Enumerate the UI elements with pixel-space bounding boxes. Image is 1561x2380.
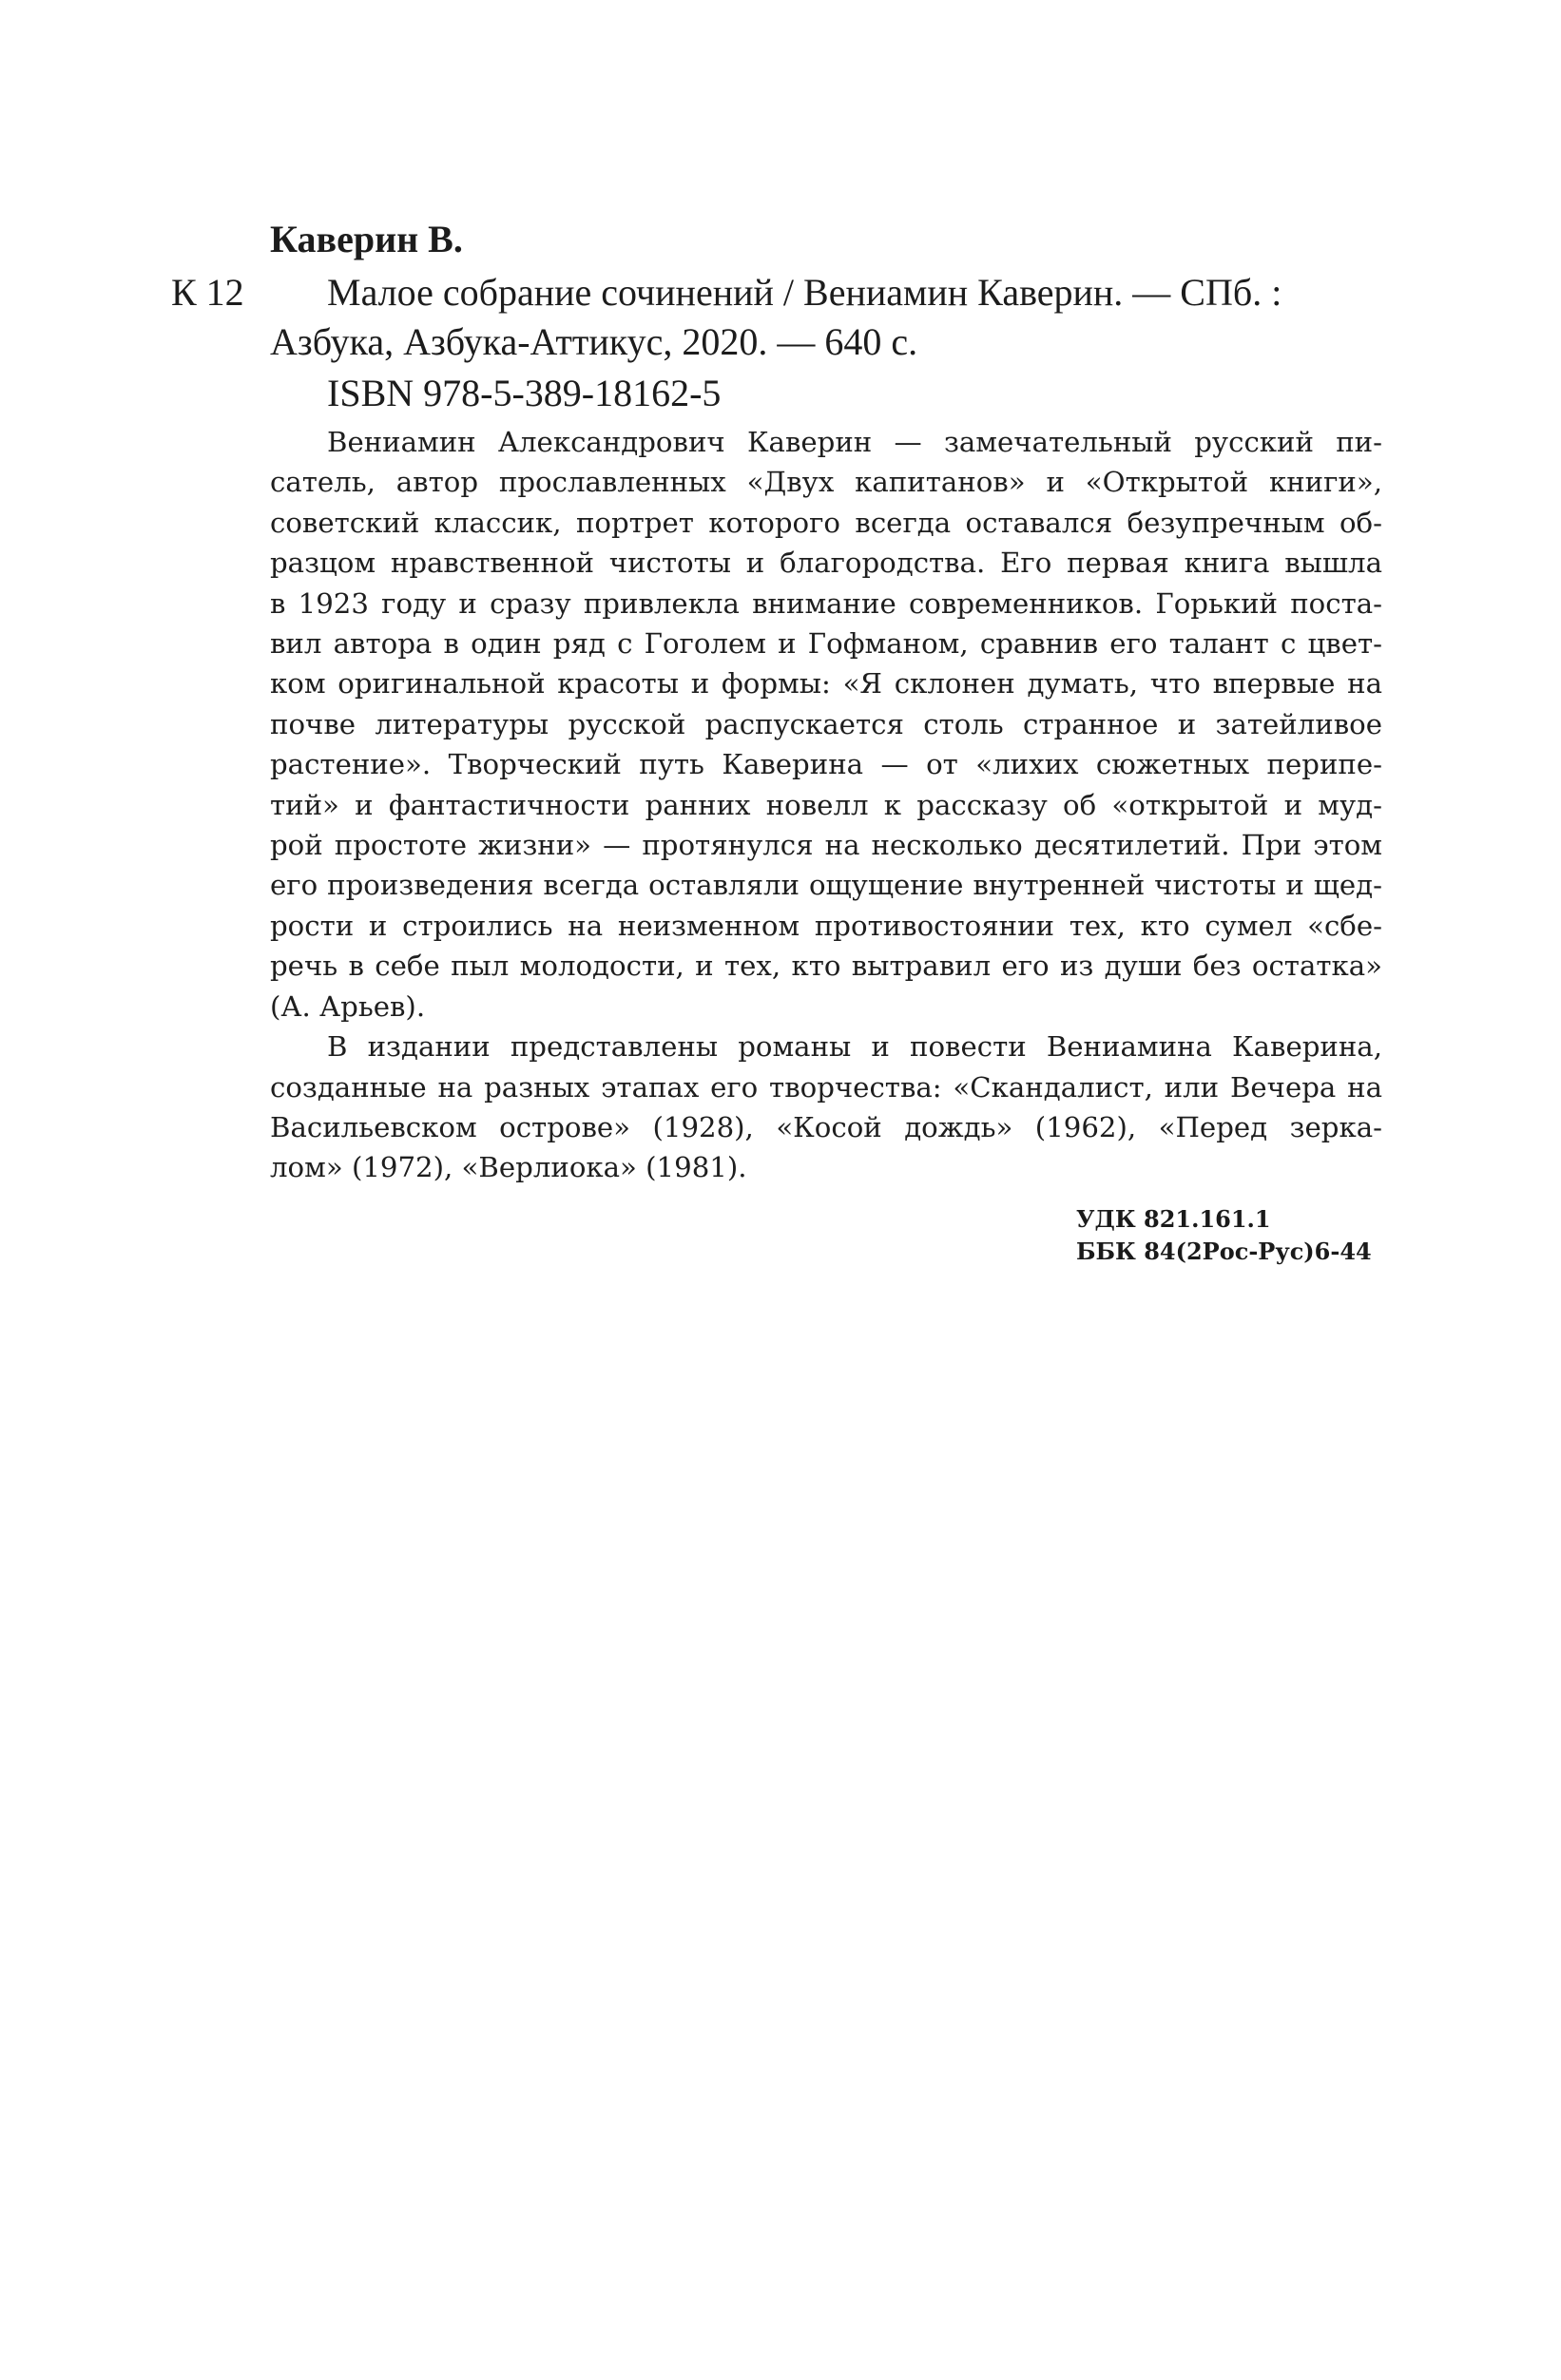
udk-code: УДК 821.161.1 xyxy=(1076,1205,1271,1233)
author-heading: Каверин В. xyxy=(270,218,463,260)
annotation-line: рой простоте жизни» — протянулся на несколько десятилетий. При этом xyxy=(270,829,1382,862)
bibliographic-record-line-1: Малое собрание сочинений / Вениамин Каверин. — СПб. : xyxy=(327,271,1282,314)
annotation-line: его произведения всегда оставляли ощущение внутренней чистоты и щед- xyxy=(270,869,1382,902)
annotation-line: советский классик, портрет которого всегда оставался безупречным об- xyxy=(270,506,1382,539)
annotation-line: ком оригинальной красоты и формы: «Я склонен думать, что впервые на xyxy=(270,667,1382,701)
bbk-code: ББК 84(2Рос-Рус)6-44 xyxy=(1076,1238,1372,1265)
annotation-paragraph-2 xyxy=(270,1027,1382,1188)
annotation xyxy=(270,422,1382,1188)
annotation-line: речь в себе пыл молодости, и тех, кто вытравил его из души без остатка» xyxy=(270,950,1382,983)
annotation-line: рости и строились на неизменном противостоянии тех, кто сумел «сбе- xyxy=(270,909,1382,942)
annotation-line: почве литературы русской распускается столь странное и затейливое xyxy=(270,707,1382,740)
isbn: ISBN 978-5-389-18162-5 xyxy=(327,372,722,414)
annotation-line: созданные на разных этапах его творчества: «Скандалист, или Вечера на xyxy=(270,1070,1382,1104)
bibliographic-record-line-2: Азбука, Азбука-Аттикус, 2020. — 640 с. xyxy=(270,320,918,363)
annotation-line: (А. Арьев). xyxy=(270,989,426,1023)
annotation-line: вил автора в один ряд с Гоголем и Гофманом, сравнив его талант с цвет- xyxy=(270,627,1382,661)
author-index-mark: К 12 xyxy=(171,271,244,314)
annotation-line: В издании представлены романы и повести Вениамина Каверина, xyxy=(327,1030,1382,1064)
annotation-line: разцом нравственной чистоты и благородства. Его первая книга вышла xyxy=(270,547,1382,580)
annotation-line: лом» (1972), «Верлиока» (1981). xyxy=(270,1151,747,1184)
annotation-line: тий» и фантастичности ранних новелл к рассказу об «открытой и муд- xyxy=(270,788,1382,821)
classification-codes xyxy=(1076,1203,1372,1268)
annotation-line: Вениамин Александрович Каверин — замечательный русский пи- xyxy=(327,426,1382,458)
annotation-line: сатель, автор прославленных «Двух капитанов» и «Открытой книги», xyxy=(270,466,1382,499)
annotation-paragraph-1 xyxy=(270,422,1382,1027)
annotation-line: в 1923 году и сразу привлекла внимание современников. Горький поста- xyxy=(270,586,1382,620)
annotation-line: растение». Творческий путь Каверина — от «лихих сюжетных перипе- xyxy=(270,748,1382,781)
annotation-line: Васильевском острове» (1928), «Косой дождь» (1962), «Перед зерка- xyxy=(270,1110,1382,1143)
